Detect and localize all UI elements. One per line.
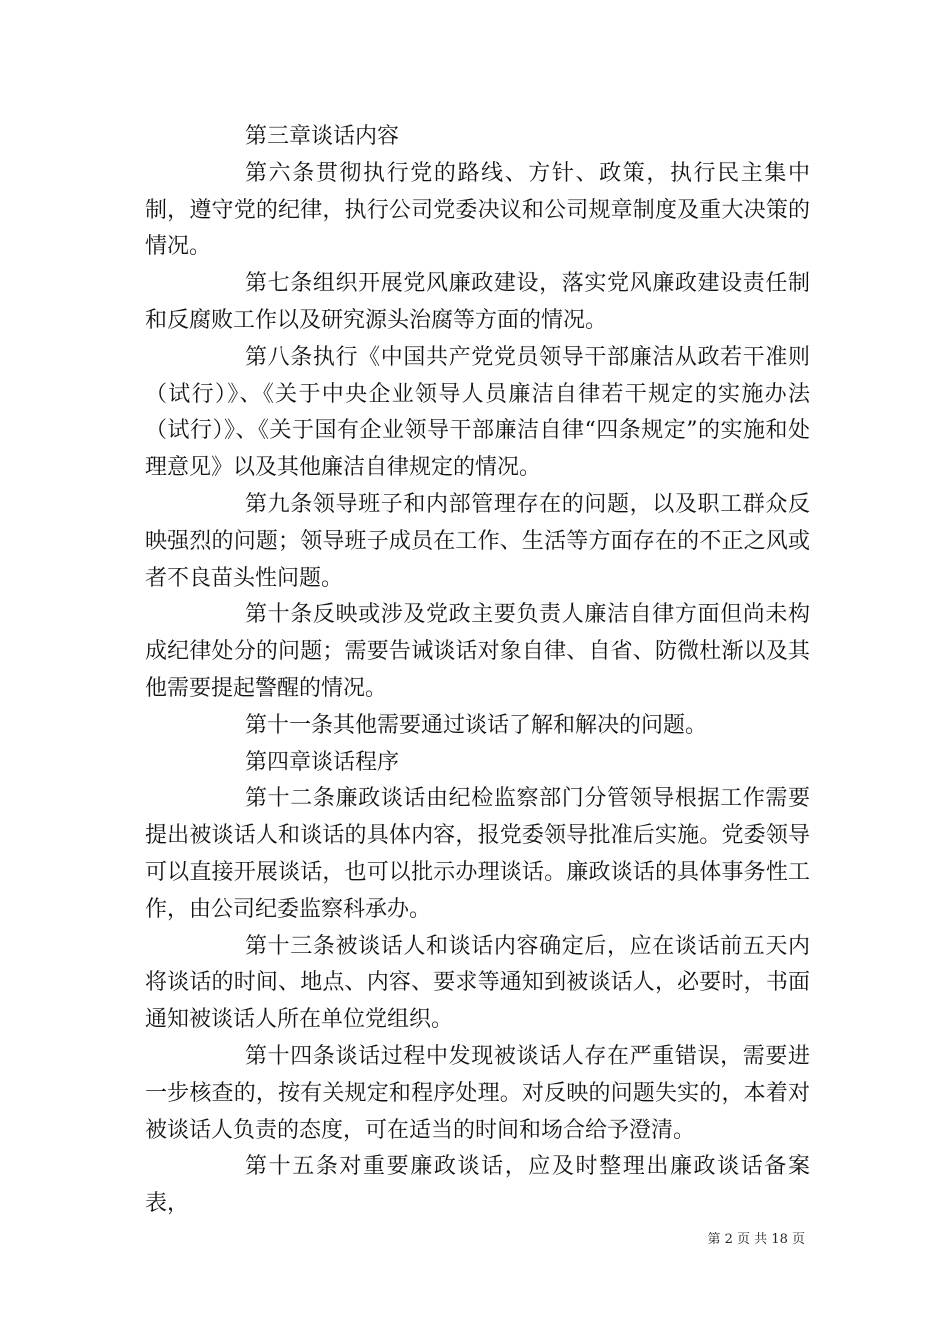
article-8: 第八条执行《中国共产党党员领导干部廉洁从政若干准则（试行）》、《关于中央企业领导人员廉洁自律若干规定的实施办法（试行）》、《关于国有企业领导干部廉洁自律“四条规定”的实施和处理意见》以及其他廉洁自律规定的情况。	[145, 344, 810, 481]
chapter-heading-3: 第三章谈话内容	[245, 124, 400, 149]
article-15: 第十五条对重要廉政谈话，应及时整理出廉政谈话备案表，	[145, 1154, 810, 1217]
article-13: 第十三条被谈话人和谈话内容确定后，应在谈话前五天内将谈话的时间、地点、内容、要求等通知到被谈话人，必要时，书面通知被谈话人所在单位党组织。	[145, 933, 810, 1033]
article-7: 第七条组织开展党风廉政建设，落实党风廉政建设责任制和反腐败工作以及研究源头治腐等方面的情况。	[145, 271, 810, 333]
article-10: 第十条反映或涉及党政主要负责人廉洁自律方面但尚未构成纪律处分的问题；需要告诫谈话对象自律、自省、防微杜渐以及其他需要提起警醒的情况。	[145, 602, 810, 701]
article-12: 第十二条廉政谈话由纪检监察部门分管领导根据工作需要提出被谈话人和谈话的具体内容，报党委领导批准后实施。党委领导可以直接开展谈话，也可以批示办理谈话。廉政谈话的具体事务性工作，由公司纪委监察科承办。	[145, 786, 810, 922]
document-body	[145, 119, 810, 1223]
article-11: 第十一条其他需要通过谈话了解和解决的问题。	[245, 712, 708, 738]
article-6: 第六条贯彻执行党的路线、方针、政策，执行民主集中制，遵守党的纪律，执行公司党委决议和公司规章制度及重大决策的情况。	[145, 160, 810, 260]
article-14: 第十四条谈话过程中发现被谈话人存在严重错误，需要进一步核查的，按有关规定和程序处理。对反映的问题失实的，本着对被谈话人负责的态度，可在适当的时间和场合给予澄清。	[145, 1043, 810, 1143]
article-9: 第九条领导班子和内部管理存在的问题，以及职工群众反映强烈的问题；领导班子成员在工作、生活等方面存在的不正之风或者不良苗头性问题。	[145, 491, 810, 591]
chapter-heading-4: 第四章谈话程序	[245, 749, 400, 775]
page-number: 第 2 页 共 18 页	[707, 1232, 805, 1247]
